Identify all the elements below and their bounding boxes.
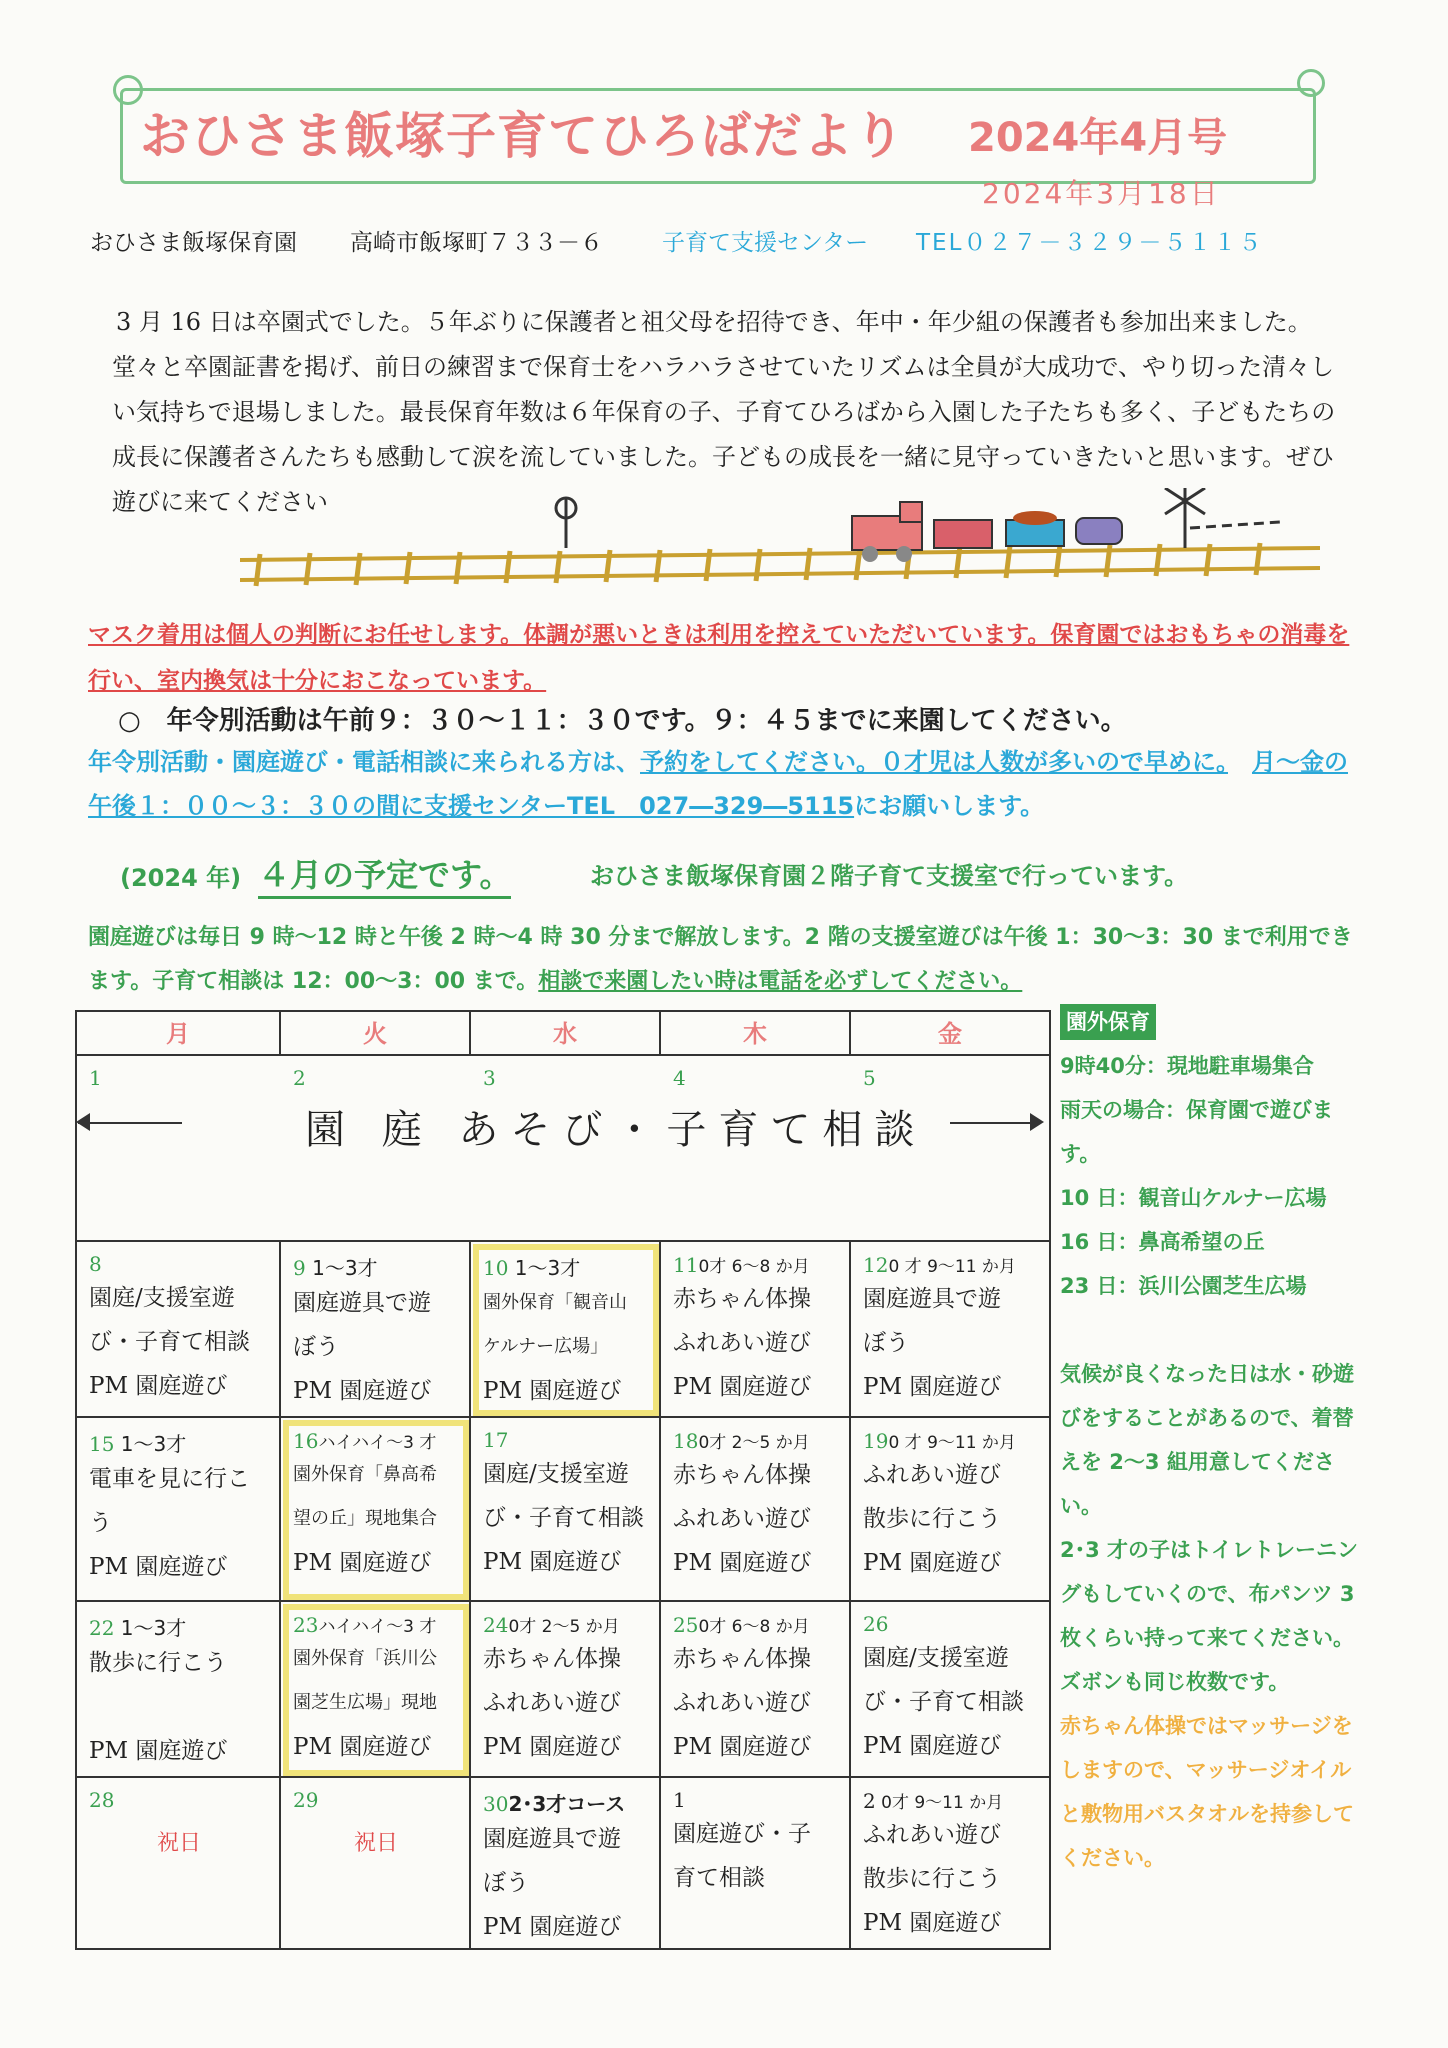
cell-line: PM 園庭遊び [673,1374,812,1400]
reservation-notice: 年令別活動・園庭遊び・電話相談に来られる方は、予約をしてください。０才児は人数が多いので早めに。 月～金の午後１：００～３：３０の間に支援センターTEL 027―329―5115にお願いします。 [88,748,1348,820]
holiday-label: 祝日 [156,1831,201,1856]
cell-line: ぼう [863,1330,909,1356]
date-4: 4 [673,1066,686,1090]
calendar-cell [661,1418,851,1602]
schedule-title: ４月の予定です。 [258,850,511,899]
cell-heading: 0才 2～5 か月 [508,1617,620,1637]
cell-line: PM 園庭遊び [89,1373,228,1399]
cell-heading: 2･3才コース [508,1792,626,1816]
crossing-signal [1165,488,1280,548]
cell-heading: 0才 6～8 か月 [698,1617,810,1637]
date-number: 19 [863,1429,889,1453]
cell-heading: 1～3才 [114,1616,187,1640]
side-note: 10 日：観音山ケルナー広場 [1060,1186,1327,1210]
cell-line: ふれあい遊び [673,1330,811,1356]
school-address: 高崎市飯塚町７３３－６ [350,230,603,256]
date-5: 5 [863,1066,876,1090]
date-number: 26 [863,1612,889,1636]
side-note: 9時40分：現地駐車場集合 [1060,1054,1314,1078]
cell-line: ふれあい遊び [863,1822,1001,1848]
cell-heading: 0 才 9～11 か月 [888,1257,1016,1277]
calendar-cell [471,1778,661,1948]
cell-heading: 0才 2～5 か月 [698,1433,810,1453]
calendar-cell [661,1778,851,1948]
cell-line: び・子育て相談 [863,1689,1024,1715]
calendar-cell [281,1242,471,1418]
cell-line: PM 園庭遊び [863,1910,1002,1936]
cell-line: 園庭遊び・子 [673,1821,811,1847]
cell-heading: ハイハイ～3 才 [318,1433,437,1453]
cell-line: 園外保育「鼻高希 [293,1464,437,1485]
cell-heading: 0才 9～11 か月 [875,1793,1004,1813]
cell-heading: 1～3才 [508,1256,581,1280]
side-note: 気候が良くなった日は水・砂遊びをすることがあるので、着替えを 2～3 組用意してください。 [1060,1362,1354,1518]
day-header-mon: 月 [77,1012,281,1056]
rail-track [240,543,1320,586]
cell-line: PM 園庭遊び [89,1554,228,1580]
date-number: 22 [89,1616,115,1640]
cell-line: ふれあい遊び [673,1506,811,1532]
week1-span-text: 園 庭 あそび・子育て相談 [305,1107,927,1153]
calendar-cell-highlighted [471,1242,661,1418]
cell-line: PM 園庭遊び [483,1914,622,1940]
cell-line: PM 園庭遊び [293,1734,432,1760]
cell-line: ふれあい遊び [483,1690,621,1716]
date-3: 3 [483,1066,496,1090]
day-header-wed: 水 [471,1012,661,1056]
date-number: 8 [89,1252,102,1276]
date-number: 10 [483,1256,509,1280]
cell-line: ぼう [483,1870,529,1896]
date-number: 28 [89,1788,115,1812]
cell-line: 赤ちゃん体操 [673,1286,811,1312]
signal-post [556,498,576,548]
cell-heading: ハイハイ～3 才 [318,1617,437,1637]
cell-line: 園外保育「浜川公 [293,1648,437,1669]
cell-line: PM 園庭遊び [483,1734,622,1760]
date-number: 16 [293,1429,319,1453]
cell-line: PM 園庭遊び [863,1733,1002,1759]
date-number: 17 [483,1428,509,1452]
cell-line: PM 園庭遊び [483,1378,622,1404]
cell-line: 園庭/支援室遊 [483,1461,629,1487]
date-number: 1 [673,1788,686,1812]
location-note: おひさま飯塚保育園２階子育て支援室で行っています。 [590,862,1189,890]
arrow-right-icon [950,1122,1040,1124]
cell-line: 散歩に行こう [863,1866,1001,1892]
cell-line: 赤ちゃん体操 [483,1646,621,1672]
coal-load [1013,511,1057,525]
freight-car-purple [1076,518,1122,544]
cell-line: び・子育て相談 [483,1505,644,1531]
cell-line: 園芝生広場」現地 [293,1692,437,1713]
day-header-tue: 火 [281,1012,471,1056]
freight-car-red [934,520,992,548]
cell-heading: 0才 6～8 か月 [698,1257,810,1277]
calendar-cell [471,1602,661,1778]
calendar-cell [661,1602,851,1778]
play-hours-note: 園庭遊びは毎日 9 時～12 時と午後 2 時～4 時 30 分まで解放します。2 階の支援室遊びは午後 1：30～3：30 まで利用できます。子育て相談は 12：00～3：00 まで。相談で来園したい時は電話を必ずしてください。 [88,925,1353,994]
side-note: 赤ちゃん体操ではマッサージをしますので、マッサージオイルと敷物用バスタオルを持参してください。 [1060,1714,1354,1870]
cell-line: 散歩に行こう [863,1506,1001,1532]
calendar-cell [851,1602,1049,1778]
date-2: 2 [293,1066,306,1090]
support-center-name: 子育て支援センター [662,230,869,256]
cell-line: う [89,1510,112,1536]
date-number: 2 [863,1789,876,1813]
side-note: 2･3 才の子はトイレトレーニングもしていくので、布パンツ 3 枚くらい持って来てください。ズボンも同じ枚数です。 [1060,1538,1358,1694]
day-header-thu: 木 [661,1012,851,1056]
cell-line: 園庭/支援室遊 [89,1285,235,1311]
calendar-cell [77,1418,281,1602]
calendar-cell [851,1242,1049,1418]
cell-line: PM 園庭遊び [293,1550,432,1576]
calendar-cell-highlighted [281,1602,471,1778]
cell-line: PM 園庭遊び [863,1550,1002,1576]
cell-line: PM 園庭遊び [483,1549,622,1575]
date-number: 9 [293,1256,306,1280]
cell-heading: 1～3才 [305,1256,378,1280]
school-name: おひさま飯塚保育園 [90,230,297,256]
cell-line: 電車を見に行こ [89,1466,250,1492]
newsletter-title: おひさま飯塚子育てひろばだより [140,107,905,165]
cell-line: PM 園庭遊び [89,1738,228,1764]
calendar-cell [77,1602,281,1778]
cell-heading: 1～3才 [114,1432,187,1456]
publish-date: 2024年3月18日 [982,177,1221,210]
cell-line: 園庭遊具で遊 [293,1290,431,1316]
day-header-fri: 金 [851,1012,1049,1056]
date-number: 25 [673,1613,699,1637]
cell-line: ぼう [293,1334,339,1360]
cell-line: 散歩に行こう [89,1650,227,1676]
cell-line: 望の丘」現地集合 [293,1508,437,1529]
holiday-label: 祝日 [353,1831,398,1856]
mask-notice: マスク着用は個人の判断にお任せします。体調が悪いときは利用を控えていただいています。保育園ではおもちゃの消毒を行い、室内換気は十分におこなっています。 [88,622,1350,694]
date-number: 30 [483,1792,509,1816]
calendar-cell [661,1242,851,1418]
year-label: (2024 年) [120,864,242,892]
cell-line: び・子育て相談 [89,1329,250,1355]
cell-line: PM 園庭遊び [863,1374,1002,1400]
cell-line: PM 園庭遊び [293,1378,432,1404]
date-number: 12 [863,1253,889,1277]
train-illustration [240,488,1320,608]
date-number: 11 [673,1253,699,1277]
intro-paragraph: 3 月 16 日は卒園式でした。５年ぶりに保護者と祖父母を招待でき、年中・年少組の保護者も参加出来ました。堂々と卒園証書を掲げ、前日の練習まで保育士をハラハラさせていたリズムは全員が大成功で、やり切った清々しい気持ちで退場しました。最長保育年数は６年保育の子、子育てひろばから入園した子たちも多く、子どもたちの成長に保護者さんたちも感動して涙を流していました。子どもの成長を一緒に見守っていきたいと思います。ぜひ遊びに来てください [112,308,1336,516]
calendar-cell [851,1778,1049,1948]
support-center-tel: TEL０２７－３２９－５１１５ [916,230,1264,256]
calendar-cell [851,1418,1049,1602]
date-number: 29 [293,1788,319,1812]
side-note: 23 日：浜川公園芝生広場 [1060,1274,1307,1298]
side-note: 雨天の場合：保育園で遊びます。 [1060,1098,1333,1166]
cell-line: 園外保育「観音山 [483,1292,627,1313]
cell-line: 育て相談 [673,1865,765,1891]
calendar-cell [77,1778,281,1948]
cell-line: ふれあい遊び [673,1690,811,1716]
side-notes [1060,1000,1360,1880]
calendar-cell [77,1242,281,1418]
issue-label: 2024年4月号 [968,115,1228,161]
calendar-cell [281,1778,471,1948]
date-number: 18 [673,1429,699,1453]
date-number: 24 [483,1613,509,1637]
cell-line: 園庭遊具で遊 [863,1286,1001,1312]
cell-line: 園庭遊具で遊 [483,1826,621,1852]
cell-line: 園庭/支援室遊 [863,1645,1009,1671]
cell-line: ふれあい遊び [863,1462,1001,1488]
cell-line: ケルナー広場」 [483,1336,609,1357]
arrow-left-icon [78,1122,182,1124]
date-number: 23 [293,1613,319,1637]
cell-line: 赤ちゃん体操 [673,1646,811,1672]
date-1: 1 [89,1066,102,1090]
calendar-cell [471,1418,661,1602]
side-note: 16 日：鼻高希望の丘 [1060,1230,1265,1254]
cell-line: PM 園庭遊び [673,1550,812,1576]
calendar-cell-highlighted [281,1418,471,1602]
cell-line: 赤ちゃん体操 [673,1462,811,1488]
outing-badge: 園外保育 [1060,1004,1156,1040]
age-activity-notice: ○ 年令別活動は午前９：３０～１１：３０です。９：４５までに来園してください。 [118,706,1127,736]
cell-line: PM 園庭遊び [673,1734,812,1760]
date-number: 15 [89,1432,115,1456]
cell-heading: 0 才 9～11 か月 [888,1433,1016,1453]
